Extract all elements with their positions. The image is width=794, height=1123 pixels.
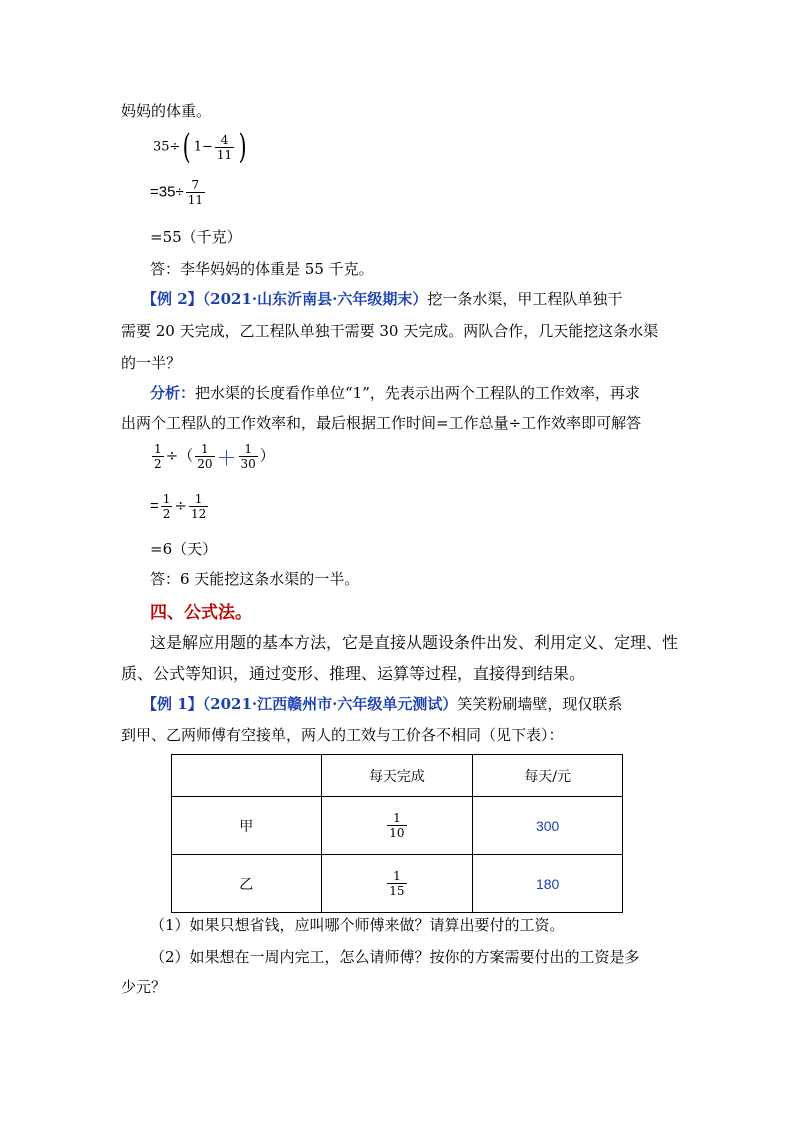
table-row — [172, 797, 623, 855]
table-cell-rate — [321, 797, 473, 855]
numerator: 1 — [162, 492, 171, 506]
example-text: 挖一条水渠，甲工程队单独干 — [427, 290, 623, 308]
example-line — [142, 288, 622, 309]
fraction — [195, 442, 214, 471]
numerator: 1 — [189, 492, 208, 507]
section-heading: 四、公式法。 — [150, 603, 252, 623]
numerator: 7 — [186, 178, 205, 193]
denominator: 30 — [240, 457, 256, 471]
fraction — [152, 442, 164, 471]
fraction — [387, 811, 406, 840]
example-tag: 【例 2】（2021·山东沂南县·六年级期末） — [142, 290, 428, 308]
denominator: 2 — [154, 457, 162, 471]
example-line: 到甲、乙两师傅有空接单，两人的工效与工价各不相同（见下表）： — [121, 726, 564, 744]
analysis-line — [150, 382, 640, 403]
left-paren: ( — [183, 127, 192, 167]
wage-table — [171, 754, 623, 913]
denominator: 11 — [216, 147, 233, 162]
calc-text: ） — [259, 446, 275, 465]
analysis-label: 分析： — [150, 384, 196, 402]
plus-sign: ＋ — [216, 446, 237, 470]
question-line: （2）如果想在一周内完工，怎么请师傅？按你的方案需要付出的工资是多 — [150, 948, 640, 966]
answer-line: 答：李华妈妈的体重是 55 千克。 — [150, 260, 374, 278]
table-cell-name: 乙 — [172, 855, 322, 913]
calc-text: 35÷ — [153, 139, 181, 155]
example-text: 笑笑粉刷墙壁，现仅联系 — [457, 695, 623, 713]
fraction — [186, 178, 205, 207]
paragraph-line: 这是解应用题的基本方法，它是直接从题设条件出发、利用定义、定理、性 — [150, 633, 679, 652]
denominator: 15 — [389, 884, 405, 898]
calc-line: =6（天） — [150, 540, 218, 558]
denominator: 20 — [197, 457, 213, 471]
paragraph-line: 质、公式等知识，通过变形、推理、运算等过程，直接得到结果。 — [121, 664, 586, 683]
calc-line — [150, 492, 210, 521]
table-cell-wage: 300 — [473, 797, 623, 855]
fraction — [161, 492, 173, 521]
numerator: 1 — [387, 811, 406, 826]
fraction — [215, 133, 234, 162]
numerator: 4 — [215, 133, 234, 148]
answer-line: 答：6 天能挖这条水渠的一半。 — [150, 570, 360, 588]
example-line: 的一半？ — [121, 354, 182, 372]
table-header-cell — [172, 755, 322, 797]
table-row — [172, 855, 623, 913]
numerator: 1 — [239, 442, 258, 457]
table-header-cell: 每天完成 — [321, 755, 473, 797]
calc-text: = — [150, 497, 159, 515]
denominator: 2 — [162, 507, 171, 521]
right-paren: ) — [238, 127, 247, 167]
calc-text: 1− — [193, 139, 213, 155]
numerator: 1 — [154, 442, 162, 456]
example-line: 需要 20 天完成，乙工程队单独干需要 30 天完成。两队合作，几天能挖这条水渠 — [121, 322, 659, 340]
analysis-line: 出两个工程队的工作效率和，最后根据工作时间=工作总量÷工作效率即可解答 — [121, 414, 642, 432]
calc-line — [150, 178, 207, 207]
table-header-cell: 每天/元 — [473, 755, 623, 797]
fraction — [189, 492, 208, 521]
table-cell-wage: 180 — [473, 855, 623, 913]
table-cell-name: 甲 — [172, 797, 322, 855]
example-tag: 【例 1】（2021·江西赣州市·六年级单元测试） — [142, 695, 458, 713]
text-line: 妈妈的体重。 — [121, 102, 212, 120]
question-line: 少元？ — [121, 978, 167, 996]
example-line — [142, 693, 622, 714]
calc-line — [150, 442, 275, 471]
calc-text: ÷ — [174, 496, 187, 515]
fraction — [239, 442, 258, 471]
numerator: 1 — [195, 442, 214, 457]
calc-line: =55（千克） — [150, 228, 242, 246]
calc-text: =35÷ — [150, 183, 184, 201]
calc-text: ÷（ — [165, 446, 194, 465]
calc-line — [153, 127, 249, 167]
fraction — [387, 869, 406, 898]
table-header-row — [172, 755, 623, 797]
analysis-text: 把水渠的长度看作单位“1”，先表示出两个工程队的工作效率，再求 — [195, 384, 640, 402]
denominator: 10 — [389, 826, 405, 840]
denominator: 11 — [187, 193, 203, 207]
table-cell-rate — [321, 855, 473, 913]
numerator: 1 — [387, 869, 406, 884]
denominator: 12 — [190, 507, 207, 521]
question-line: （1）如果只想省钱，应叫哪个师傅来做？请算出要付的工资。 — [150, 916, 565, 934]
